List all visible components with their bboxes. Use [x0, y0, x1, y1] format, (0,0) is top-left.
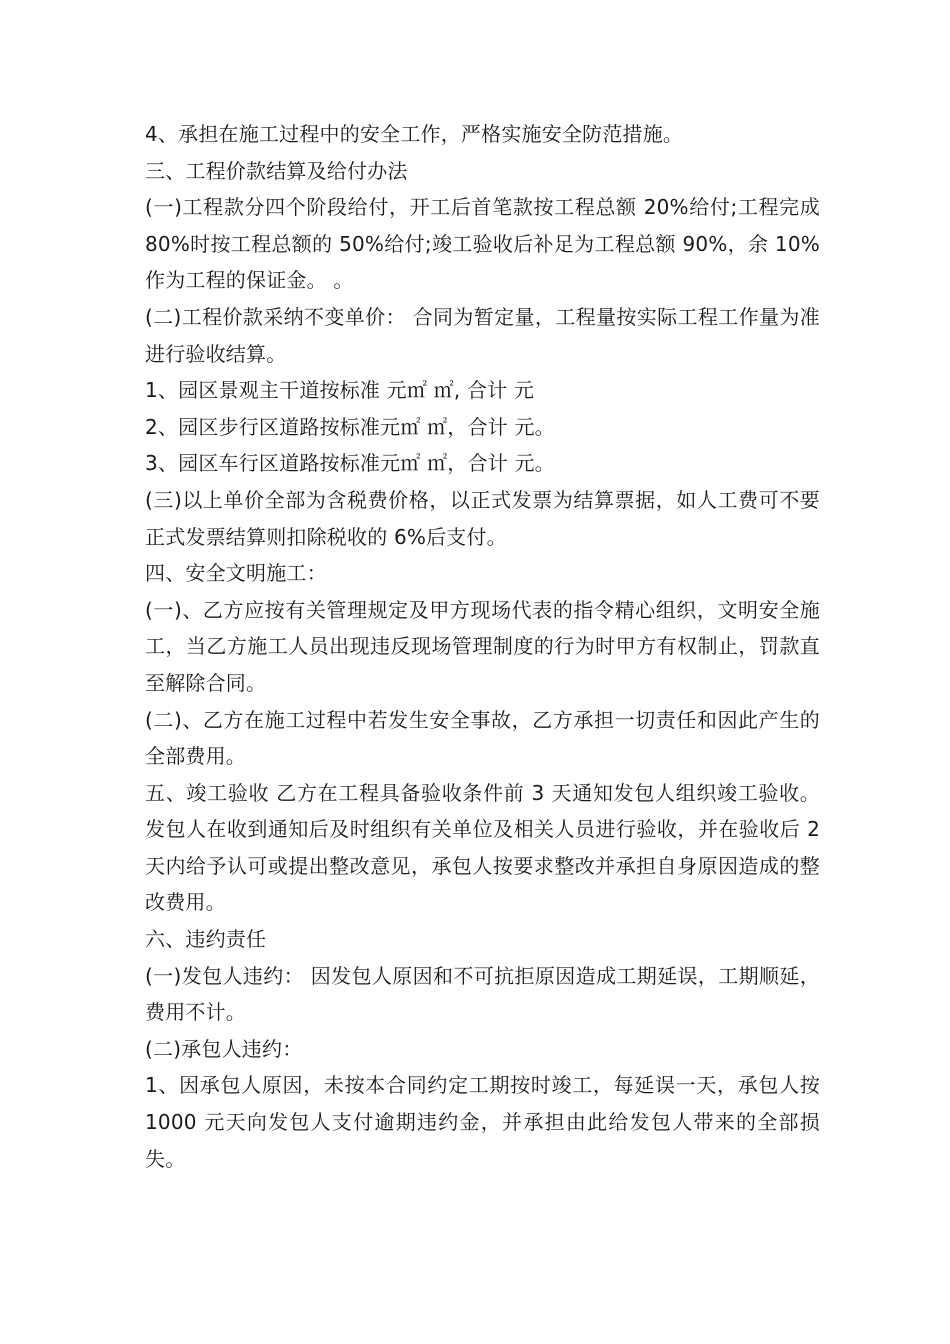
heading-breach-liability: 六、违约责任: [145, 927, 267, 952]
heading-contractor-breach: (二)承包人违约：: [145, 1036, 303, 1061]
heading-safe-construction: 四、安全文明施工：: [145, 561, 327, 586]
paragraph-delay-penalty: 1、因承包人原因，未按本合同约定工期按时竣工，每延误一天，承包人按 1000 元天向发包人支付逾期违约金，并承担由此给发包人带来的全部损失。: [145, 1073, 820, 1171]
paragraph-vehicle-road: 3、园区车行区道路按标准元㎡ ㎡，合计 元。: [145, 451, 555, 476]
paragraph-tax-included: (三)以上单价全部为含税费价格，以正式发票为结算票据，如人工费可不要正式发票结算则扣除税收的 6%后支付。: [145, 487, 820, 549]
paragraph-unit-price: (二)工程价款采纳不变单价： 合同为暂定量，工程量按实际工程工作量为准进行验收结算。: [145, 304, 820, 366]
heading-payment-settlement: 三、工程价款结算及给付办法: [145, 158, 408, 183]
paragraph-employer-breach: (一)发包人违约： 因发包人原因和不可抗拒原因造成工期延误，工期顺延，费用不计。: [145, 963, 820, 1025]
document-body: [145, 116, 820, 1177]
paragraph-safety-work: 4、承担在施工过程中的安全工作，严格实施安全防范措施。: [145, 122, 684, 146]
paragraph-site-management: (一)、乙方应按有关管理规定及甲方现场代表的指令精心组织，文明安全施工，当乙方施工人员出现违反现场管理制度的行为时甲方有权制止，罚款直至解除合同。: [145, 597, 820, 695]
paragraph-payment-stages: (一)工程款分四个阶段给付，开工后首笔款按工程总额 20%给付;工程完成 80%时按工程总额的 50%给付;竣工验收后补足为工程总额 90%，余 10%作为工程的保证金。 。: [145, 195, 820, 293]
paragraph-completion-acceptance: 五、竣工验收 乙方在工程具备验收条件前 3 天通知发包人组织竣工验收。发包人在收到通知后及时组织有关单位及相关人员进行验收，并在验收后 2 天内给予认可或提出整改意见，承包人按要求整改并承担自身原因造成的整改费用。: [145, 780, 820, 915]
paragraph-pedestrian-road: 2、园区步行区道路按标准元㎡ ㎡，合计 元。: [145, 414, 555, 439]
paragraph-accident-liability: (二)、乙方在施工过程中若发生安全事故，乙方承担一切责任和因此产生的全部费用。: [145, 707, 820, 769]
paragraph-main-road: 1、园区景观主干道按标准 元㎡ ㎡, 合计 元: [145, 378, 535, 403]
